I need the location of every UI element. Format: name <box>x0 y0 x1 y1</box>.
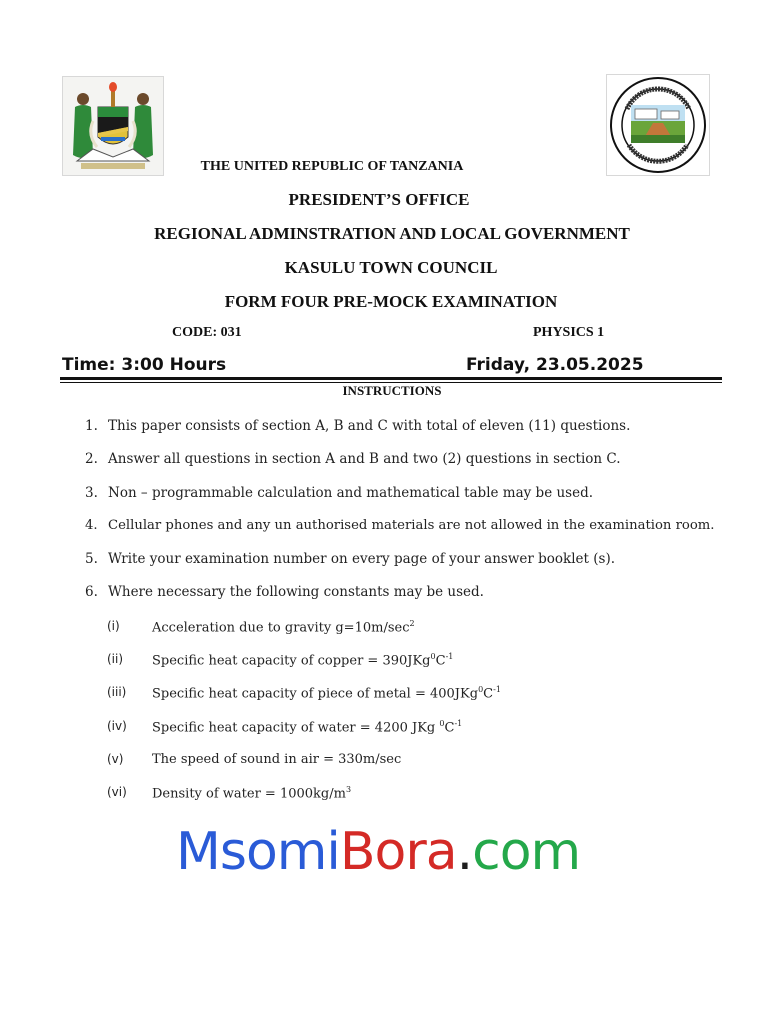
watermark-part-bora: Bora <box>339 822 457 882</box>
watermark-part-msomi: Msomi <box>176 822 340 882</box>
constant-unit: C <box>444 720 455 736</box>
constant-text: Density of water = 1000kg/m <box>152 786 346 802</box>
exam-time: Time: 3:00 Hours <box>62 355 227 375</box>
constant-superscript: 0 <box>478 685 484 694</box>
ministry-title: REGIONAL ADMINSTRATION AND LOCAL GOVERNMENT <box>154 224 630 243</box>
watermark-dot: . <box>456 822 473 882</box>
constant-superscript: 0 <box>439 719 445 728</box>
exam-date: Friday, 23.05.2025 <box>466 355 644 375</box>
council-title: KASULU TOWN COUNCIL <box>284 258 498 277</box>
constant-number: (iii) <box>107 685 127 699</box>
instruction-number: 2. <box>85 451 98 467</box>
instruction-number: 5. <box>85 551 98 567</box>
constant-number: (i) <box>107 619 120 633</box>
instruction-text: Cellular phones and any un authorised materials are not allowed in the examination room. <box>108 518 715 533</box>
constant-superscript: 3 <box>345 785 352 794</box>
exam-code: CODE: 031 <box>172 325 242 340</box>
exam-subject: PHYSICS 1 <box>533 325 605 340</box>
msomibora-watermark <box>176 822 580 882</box>
constant-text: Acceleration due to gravity g=10m/sec <box>152 620 410 636</box>
constant-text: Specific heat capacity of water = 4200 JKg <box>152 720 440 736</box>
constant-text: The speed of sound in air = 330m/sec <box>152 752 402 767</box>
office-title: PRESIDENT’S OFFICE <box>288 190 470 209</box>
constant-unit: C <box>435 653 446 669</box>
instruction-text: Where necessary the following constants may be used. <box>108 584 484 600</box>
instruction-text: Non – programmable calculation and mathematical table may be used. <box>108 485 594 501</box>
instructions-title: INSTRUCTIONS <box>342 383 442 398</box>
instruction-number: 6. <box>85 584 98 600</box>
exam-title: FORM FOUR PRE-MOCK EXAMINATION <box>224 292 558 311</box>
constant-text: Specific heat capacity of copper = 390JKg <box>152 653 431 669</box>
constant-number: (vi) <box>107 785 127 799</box>
country-title: THE UNITED REPUBLIC OF TANZANIA <box>200 159 464 174</box>
instruction-text: This paper consists of section A, B and C with total of eleven (11) questions. <box>108 418 631 434</box>
constant-superscript: -1 <box>454 719 463 728</box>
constant-number: (iv) <box>107 719 127 733</box>
constant-superscript: 0 <box>430 652 436 661</box>
divider-thick <box>60 377 722 380</box>
constant-superscript: -1 <box>445 652 454 661</box>
constant-unit: C <box>483 686 494 702</box>
instruction-number: 3. <box>85 485 98 501</box>
constant-number: (v) <box>107 752 124 766</box>
watermark-part-com: com <box>472 822 581 882</box>
instruction-text: Answer all questions in section A and B and two (2) questions in section C. <box>108 451 621 467</box>
instruction-number: 4. <box>85 518 98 533</box>
constant-text: Specific heat capacity of piece of metal = 400JKg <box>152 686 479 702</box>
constant-number: (ii) <box>107 652 124 666</box>
instruction-number: 1. <box>85 418 98 434</box>
instruction-text: Write your examination number on every page of your answer booklet (s). <box>108 551 616 567</box>
constant-superscript: 2 <box>409 619 415 628</box>
constant-superscript: -1 <box>493 685 501 694</box>
